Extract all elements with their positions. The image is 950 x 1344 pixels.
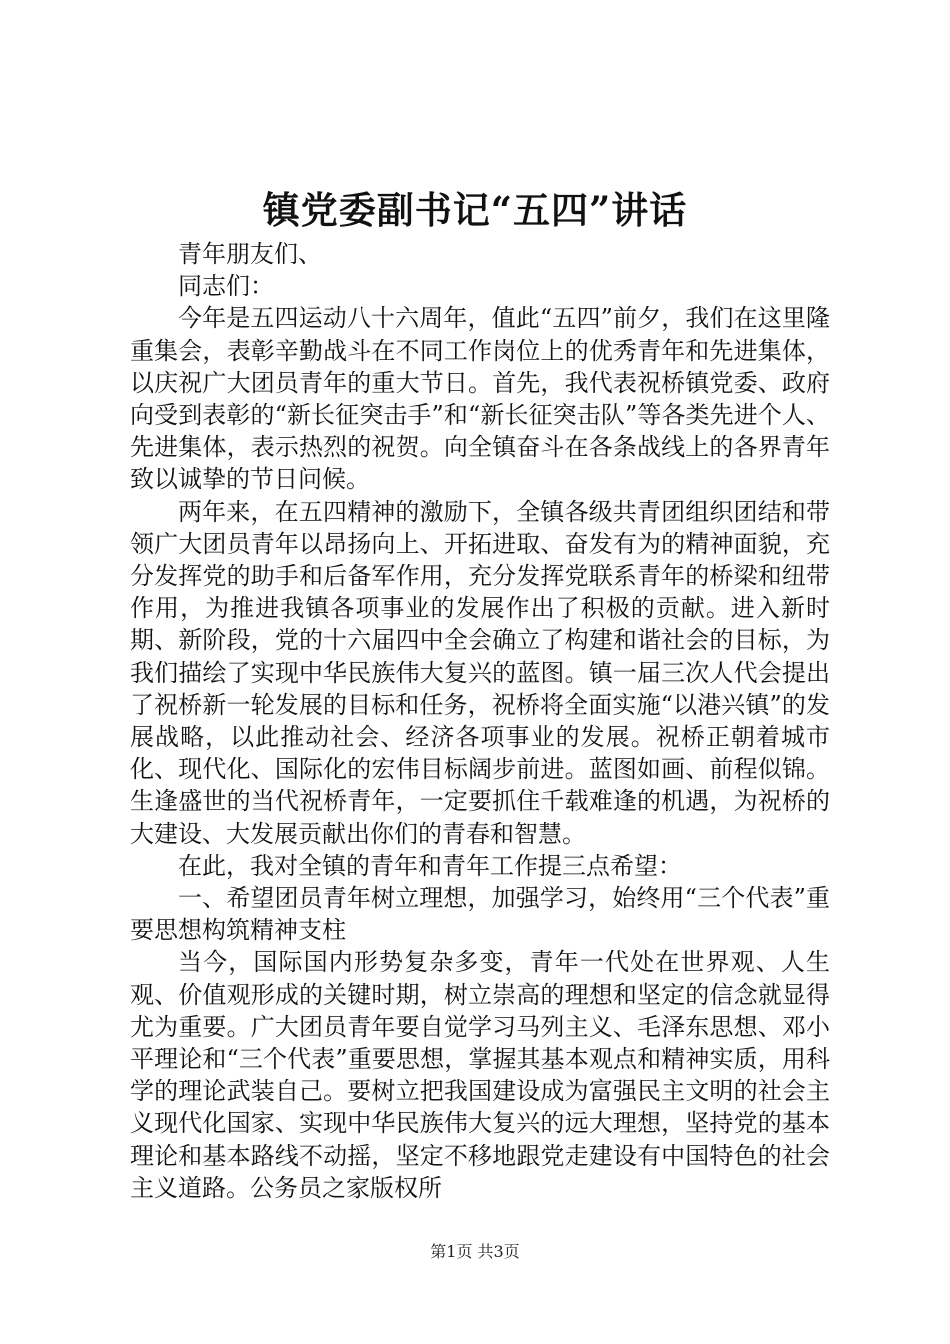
salutation-line-2: 同志们： bbox=[178, 272, 274, 301]
paragraph-three-hopes: 在此，我对全镇的青年和青年工作提三点希望： bbox=[178, 851, 682, 880]
document-title: 镇党委副书记“五四”讲话 bbox=[262, 188, 688, 232]
paragraph-hope-one-body: 当今，国际国内形势复杂多变，青年一代处在世界观、人生观、价值观形成的关键时期，树立崇高的理想和坚定的信念就显得尤为重要。广大团员青年要自觉学习马列主义、毛泽东思想、邓小平理论和“三个代表”重要思想，掌握其基本观点和精神实质，用科学的理论武装自己。要树立把我国建设成为富强民主文明的社会主义现代化国家、实现中华民族伟大复兴的远大理想，坚持党的基本理论和基本路线不动摇，坚定不移地跟党走建设有中国特色的社会主义道路。公务员之家版权所 bbox=[130, 948, 830, 1202]
document-body bbox=[130, 238, 830, 1204]
paragraph-opening: 今年是五四运动八十六周年，值此“五四”前夕，我们在这里隆重集会，表彰辛勤战斗在不同工作岗位上的优秀青年和先进集体，以庆祝广大团员青年的重大节日。首先，我代表祝桥镇党委、政府向受到表彰的“新长征突击手”和“新长征突击队”等各类先进个人、先进集体，表示热烈的祝贺。向全镇奋斗在各条战线上的各界青年致以诚挚的节日问候。 bbox=[130, 304, 830, 494]
salutation-line-1: 青年朋友们、 bbox=[178, 240, 322, 268]
heading-hope-one: 一、希望团员青年树立理想，加强学习，始终用“三个代表”重要思想构筑精神支柱 bbox=[130, 884, 830, 945]
paragraph-two-years: 两年来，在五四精神的激励下，全镇各级共青团组织团结和带领广大团员青年以昂扬向上、开拓进取、奋发有为的精神面貌，充分发挥党的助手和后备军作用，充分发挥党联系青年的桥梁和纽带作用，为推进我镇各项事业的发展作出了积极的贡献。进入新时期、新阶段，党的十六届四中全会确立了构建和谐社会的目标，为我们描绘了实现中华民族伟大复兴的蓝图。镇一届三次人代会提出了祝桥新一轮发展的目标和任务，祝桥将全面实施“以港兴镇”的发展战略，以此推动社会、经济各项事业的发展。祝桥正朝着城市化、现代化、国际化的宏伟目标阔步前进。蓝图如画、前程似锦。生逢盛世的当代祝桥青年，一定要抓住千载难逢的机遇，为祝桥的大建设、大发展贡献出你们的青春和智慧。 bbox=[130, 497, 830, 848]
page-footer: 第1页 共3页 bbox=[430, 1242, 520, 1261]
